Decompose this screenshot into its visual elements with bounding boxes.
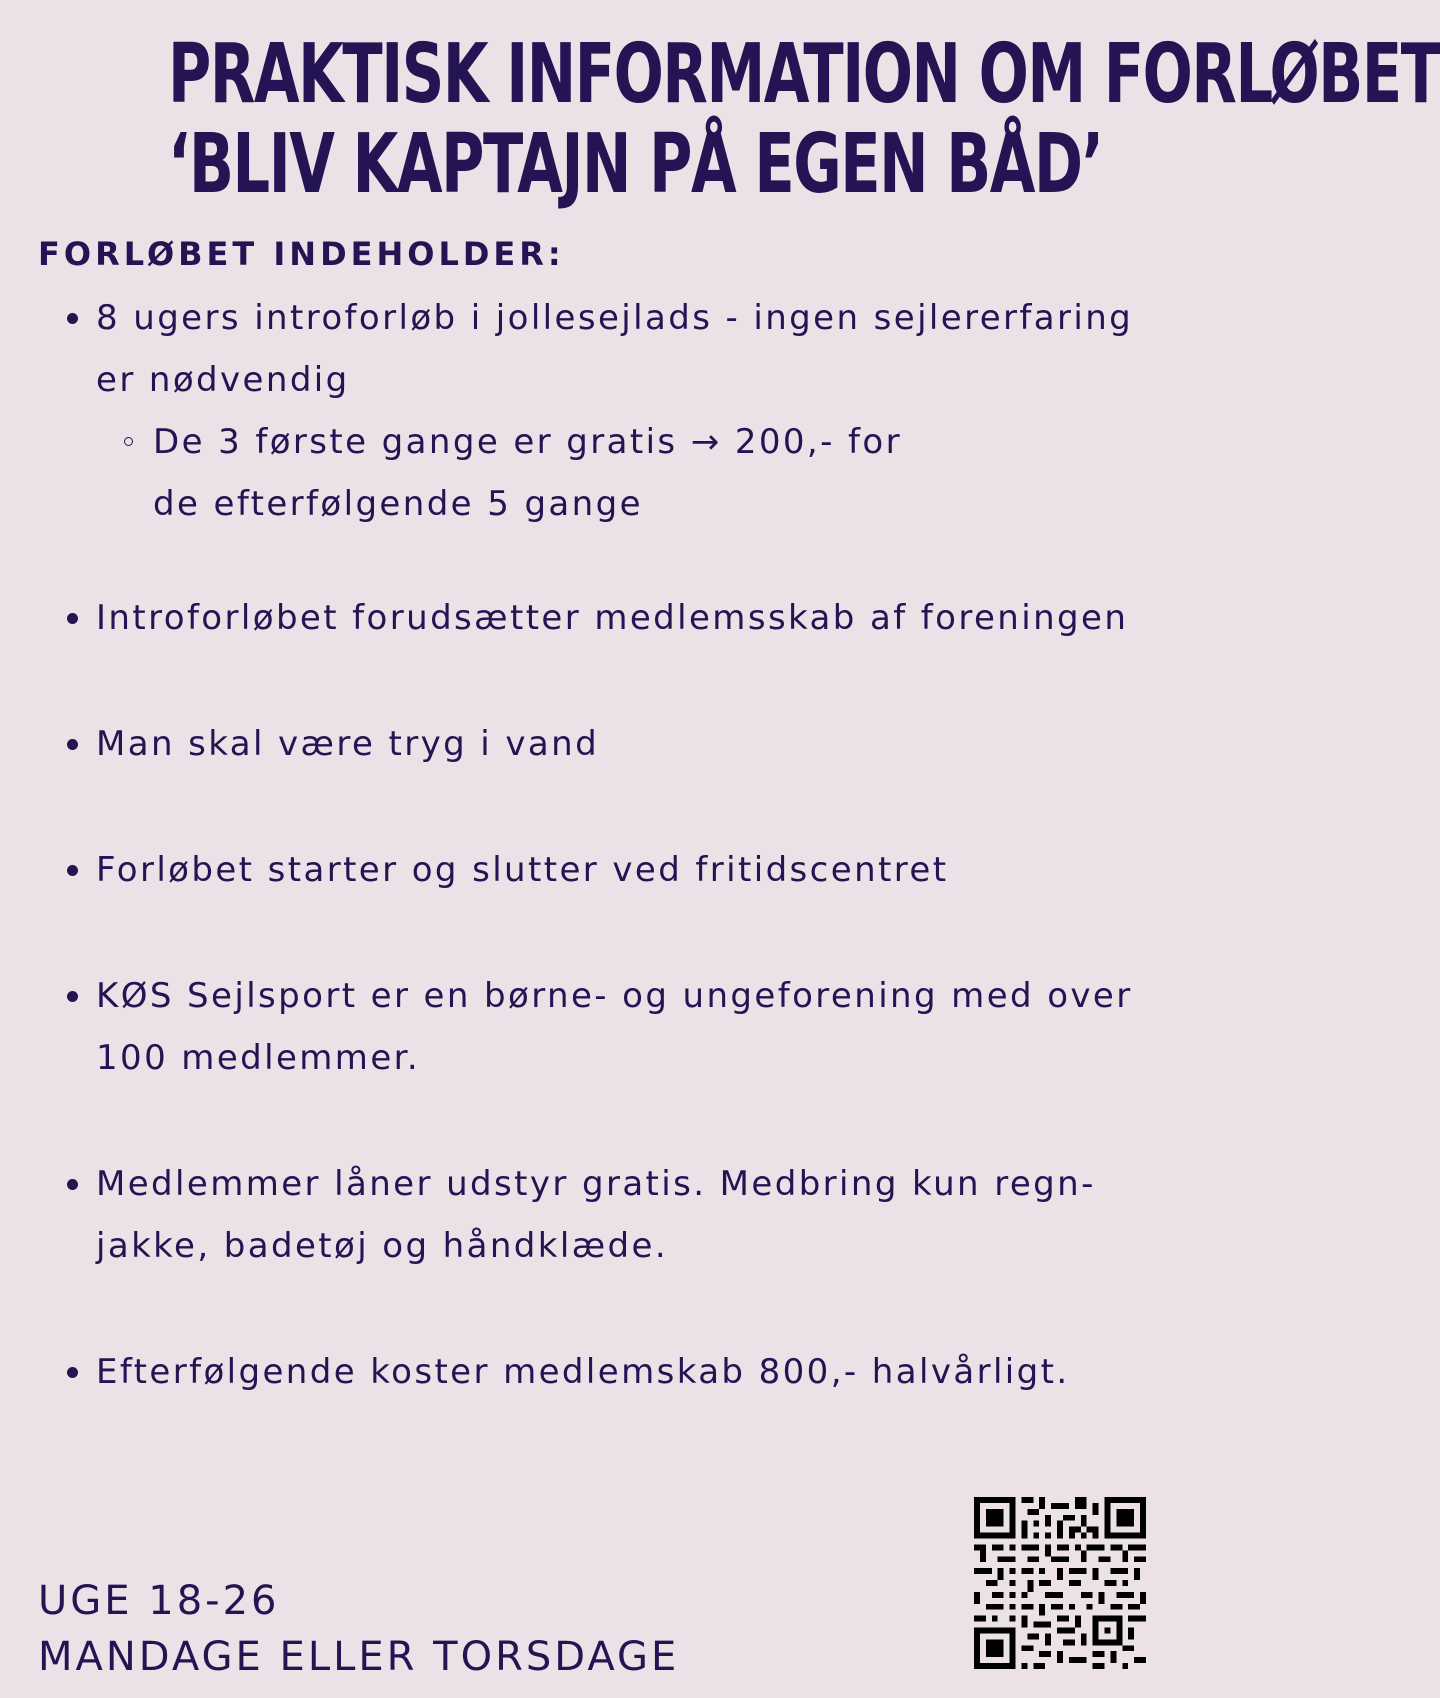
sub-list-item — [96, 411, 1180, 535]
page-title — [167, 27, 1440, 212]
title-line-2: ‘BLIV KAPTAJN PÅ EGEN BÅD’ — [167, 117, 1103, 212]
list-item — [0, 839, 1200, 901]
bullet-dot-icon — [67, 1367, 78, 1378]
bullet-dot-icon — [67, 1179, 78, 1190]
bullet-dot-icon — [67, 865, 78, 876]
section-heading: FORLØBET INDEHOLDER: — [38, 235, 565, 273]
list-item-text: Efterfølgende koster medlemskab 800,- halvårligt. — [96, 1352, 1070, 1392]
sub-list-item-text: De 3 første gange er gratis → 200,- for de efterfølgende 5 gange — [153, 422, 902, 524]
list-item-text: 8 ugers introforløb i jollesejlads - ingen sejlererfaring er nødvendig — [96, 298, 1134, 400]
bullet-dot-icon — [67, 613, 78, 624]
list-item — [0, 1153, 1200, 1277]
info-list — [0, 287, 1200, 1467]
schedule-days: MANDAGE ELLER TORSDAGE — [38, 1634, 680, 1680]
list-item — [0, 965, 1200, 1089]
schedule — [38, 1573, 679, 1685]
list-item — [0, 587, 1200, 649]
list-item — [0, 1341, 1200, 1403]
list-item-text: Forløbet starter og slutter ved fritidscentret — [96, 850, 949, 890]
schedule-weeks: UGE 18-26 — [38, 1578, 280, 1624]
bullet-dot-icon — [67, 991, 78, 1002]
list-item-text: Introforløbet forudsætter medlemsskab af foreningen — [96, 598, 1129, 638]
bullet-dot-icon — [67, 739, 78, 750]
list-item — [0, 287, 1200, 535]
title-line-1: PRAKTISK INFORMATION OM FORLØBET — [167, 27, 1440, 122]
list-item — [0, 713, 1200, 775]
bullet-dot-icon — [67, 313, 78, 324]
list-item-text: Man skal være tryg i vand — [96, 724, 600, 764]
bullet-circle-icon — [124, 437, 133, 446]
list-item-text: KØS Sejlsport er en børne- og ungeforening med over 100 medlemmer. — [96, 976, 1133, 1078]
qr-code[interactable] — [974, 1497, 1146, 1669]
list-item-text: Medlemmer låner udstyr gratis. Medbring kun regn- jakke, badetøj og håndklæde. — [96, 1164, 1096, 1266]
